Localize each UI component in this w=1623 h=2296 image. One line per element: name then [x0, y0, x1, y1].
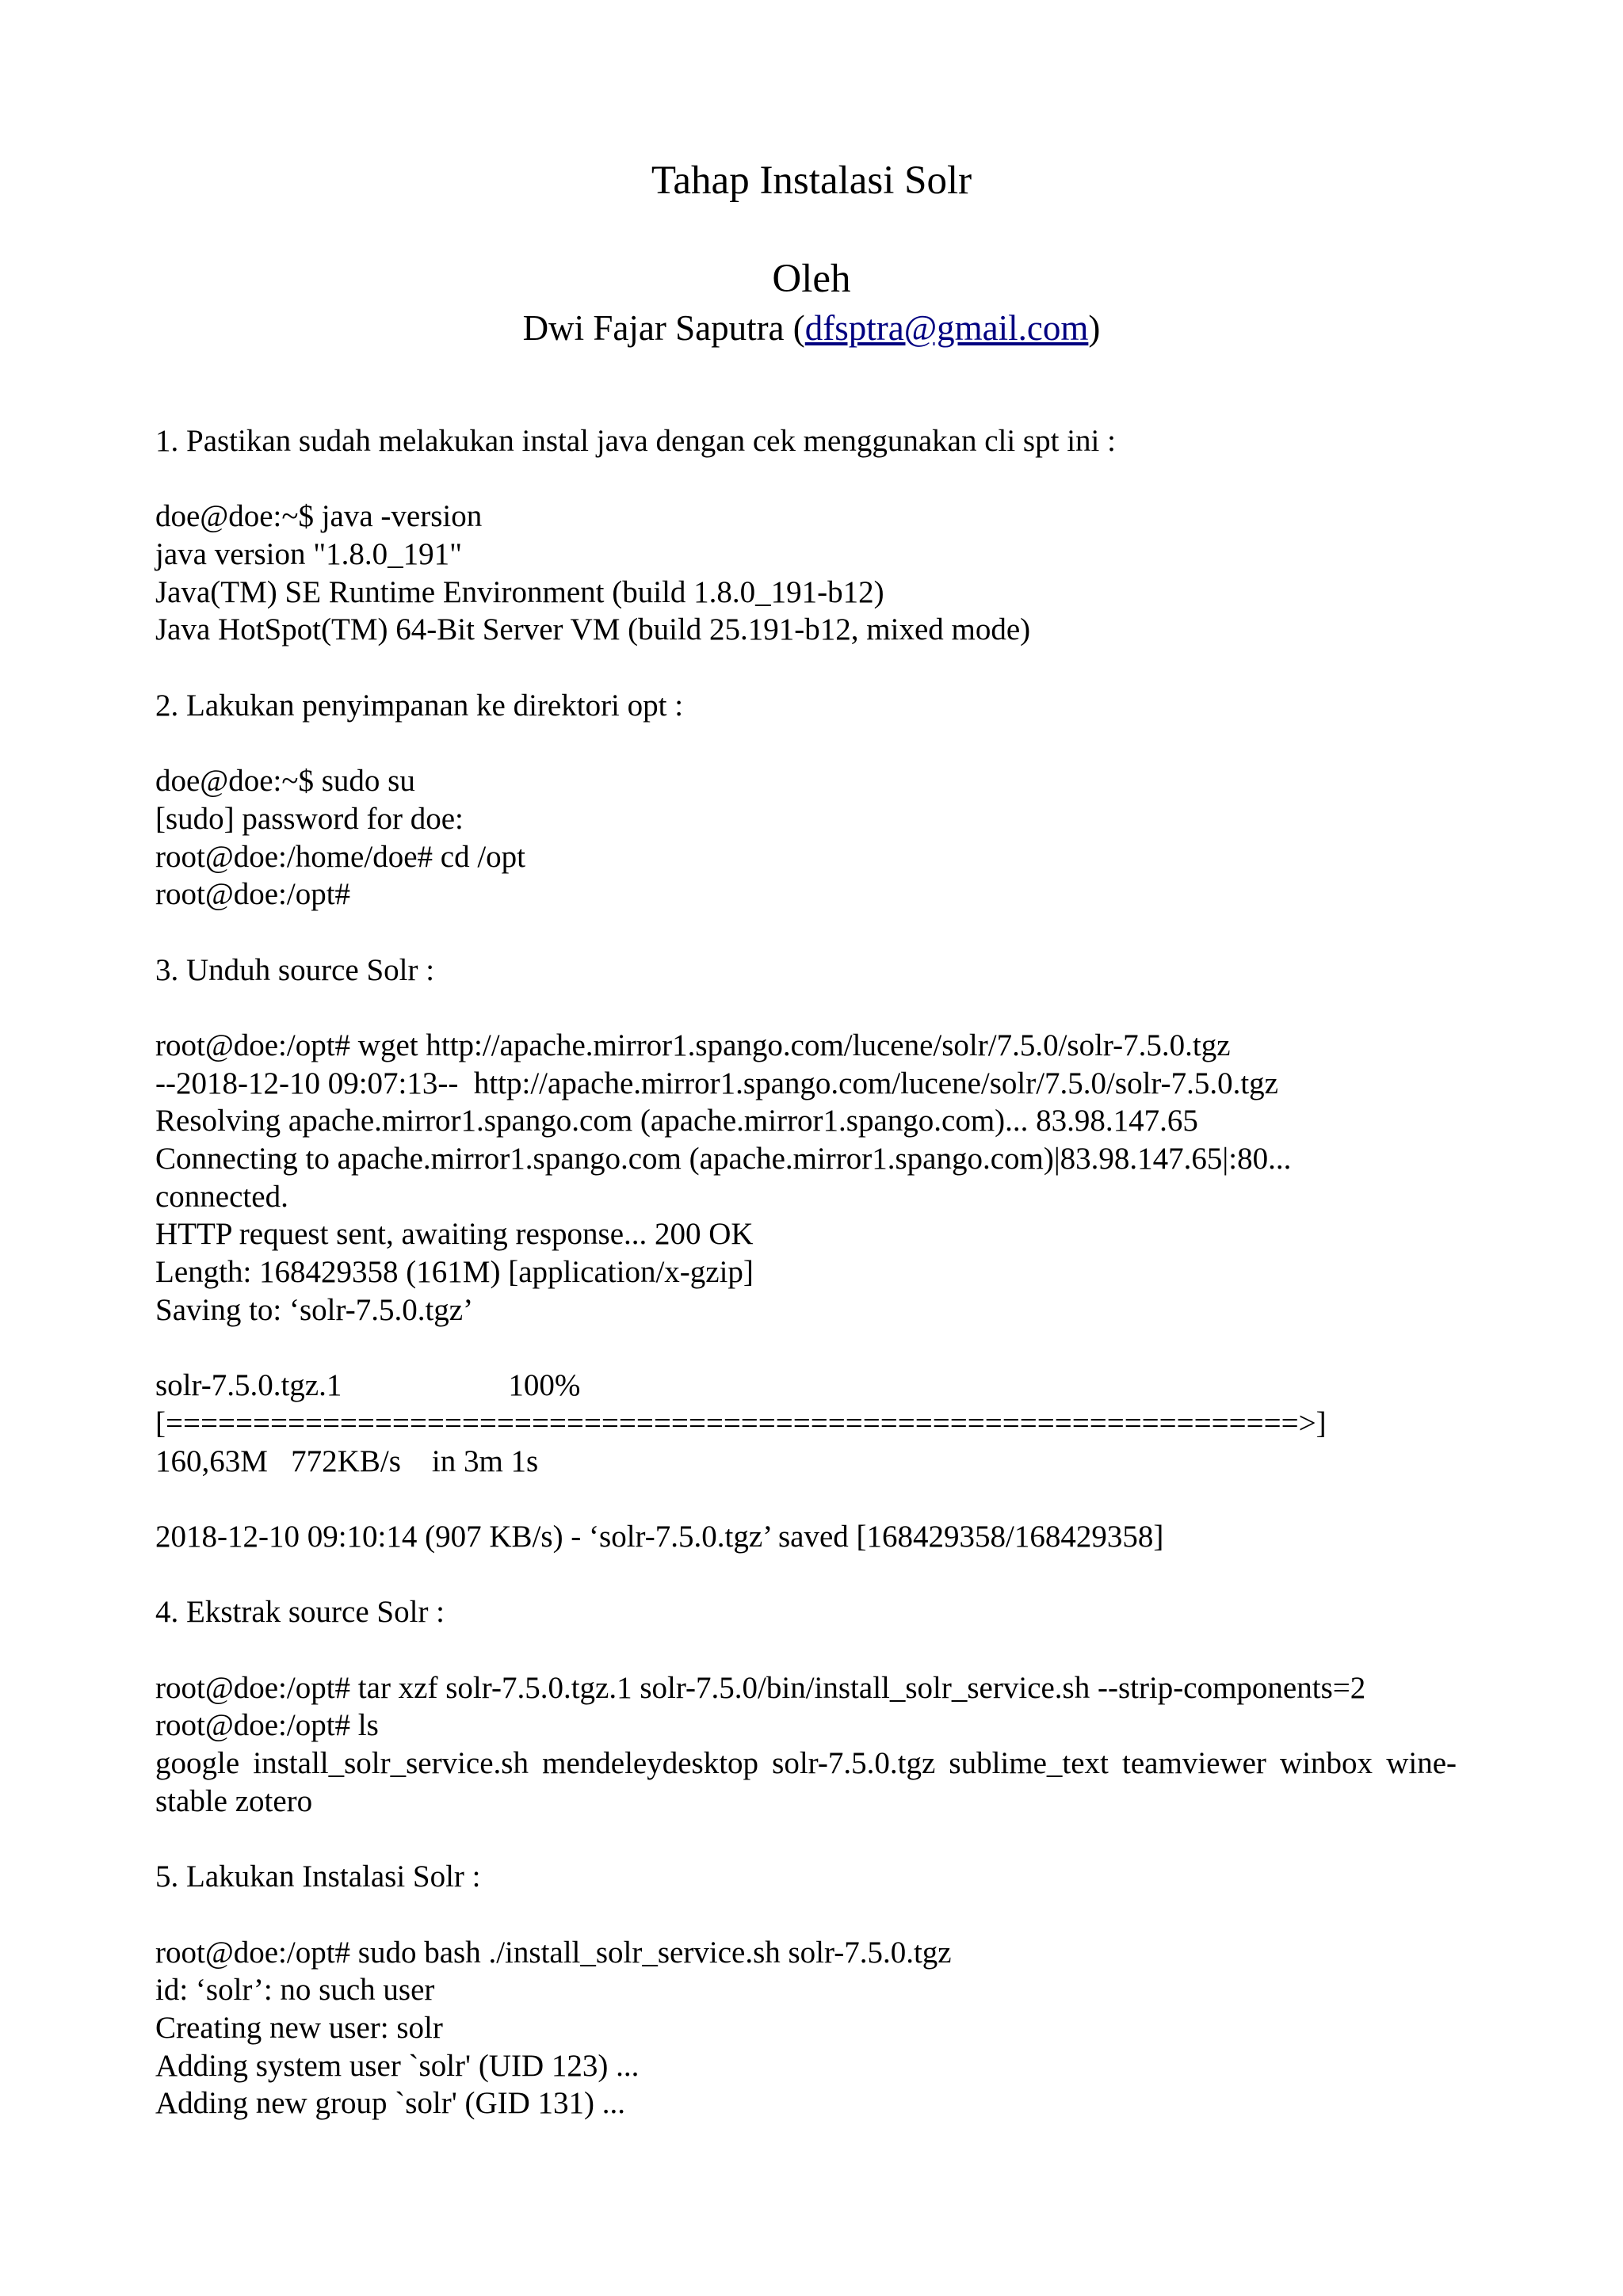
- code-line: doe@doe:~$ java -version: [155, 499, 483, 534]
- saved-line: 2018-12-10 09:10:14 (907 KB/s) - ‘solr-7.5.0.tgz’ saved [168429358/168429358]: [155, 1519, 1164, 1554]
- code-line: root@doe:/opt# ls: [155, 1708, 379, 1743]
- by-label: Oleh: [772, 257, 851, 301]
- code-line: Java HotSpot(TM) 64-Bit Server VM (build 25.191-b12, mixed mode): [155, 612, 1031, 647]
- author-line: [0, 306, 1623, 350]
- section-1-heading: 1. Pastikan sudah melakukan instal java dengan cek menggunakan cli spt ini :: [155, 424, 1116, 458]
- section-5-heading: 5. Lakukan Instalasi Solr :: [155, 1859, 481, 1894]
- code-line: Resolving apache.mirror1.spango.com (apache.mirror1.spango.com)... 83.98.147.65: [155, 1104, 1198, 1138]
- progress-bar-text: [=================================================================>]: [155, 1405, 1327, 1440]
- code-line: root@doe:/opt#: [155, 877, 351, 912]
- document-title: Tahap Instalasi Solr: [651, 158, 972, 203]
- code-line: Length: 168429358 (161M) [application/x-gzip]: [155, 1255, 754, 1290]
- author-email-link[interactable]: dfsptra@gmail.com: [804, 308, 1089, 348]
- progress-percent: 100%: [508, 1368, 581, 1403]
- code-line: java version "1.8.0_191": [155, 537, 463, 572]
- section-3-heading: 3. Unduh source Solr :: [155, 952, 435, 987]
- code-line: HTTP request sent, awaiting response... 200 OK: [155, 1217, 754, 1252]
- code-line: root@doe:/opt# sudo bash ./install_solr_service.sh solr-7.5.0.tgz: [155, 1935, 952, 1970]
- code-line: Adding new group `solr' (GID 131) ...: [155, 2086, 626, 2121]
- download-progress-line: [155, 1367, 1457, 1405]
- code-line: Saving to: ‘solr-7.5.0.tgz’: [155, 1292, 474, 1327]
- code-line: --2018-12-10 09:07:13-- http://apache.mirror1.spango.com/lucene/solr/7.5.0/solr-7.5.0.tgz: [155, 1066, 1278, 1100]
- code-line: root@doe:/home/doe# cd /opt: [155, 839, 525, 874]
- code-line: Adding system user `solr' (UID 123) ...: [155, 2048, 640, 2083]
- code-line: id: ‘solr’: no such user: [155, 1973, 435, 2008]
- code-line: Connecting to apache.mirror1.spango.com (apache.mirror1.spango.com)|83.98.147.65|:80...: [155, 1142, 1292, 1177]
- code-line: connected.: [155, 1179, 288, 1214]
- author-name: Dwi Fajar Saputra (: [522, 308, 805, 348]
- code-line: root@doe:/opt# wget http://apache.mirror1.spango.com/lucene/solr/7.5.0/solr-7.5.0.tgz: [155, 1028, 1231, 1062]
- section-4-heading: 4. Ekstrak source Solr :: [155, 1595, 445, 1630]
- code-line: root@doe:/opt# tar xzf solr-7.5.0.tgz.1 solr-7.5.0/bin/install_solr_service.sh --strip-components=2: [155, 1670, 1366, 1705]
- author-close-paren: ): [1088, 308, 1101, 348]
- code-line: Java(TM) SE Runtime Environment (build 1.8.0_191-b12): [155, 574, 884, 609]
- code-line: Creating new user: solr: [155, 2010, 443, 2045]
- code-line: doe@doe:~$ sudo su: [155, 764, 415, 799]
- progress-filename: solr-7.5.0.tgz.1: [155, 1368, 342, 1403]
- document-body: [155, 422, 1457, 2122]
- directory-listing: google install_solr_service.sh mendeleydesktop solr-7.5.0.tgz sublime_text teamviewer winbox wine-stable zotero: [155, 1746, 1457, 1818]
- section-2-heading: 2. Lakukan penyimpanan ke direktori opt :: [155, 688, 684, 723]
- progress-stats: 160,63M 772KB/s in 3m 1s: [155, 1444, 539, 1478]
- code-line: [sudo] password for doe:: [155, 801, 464, 836]
